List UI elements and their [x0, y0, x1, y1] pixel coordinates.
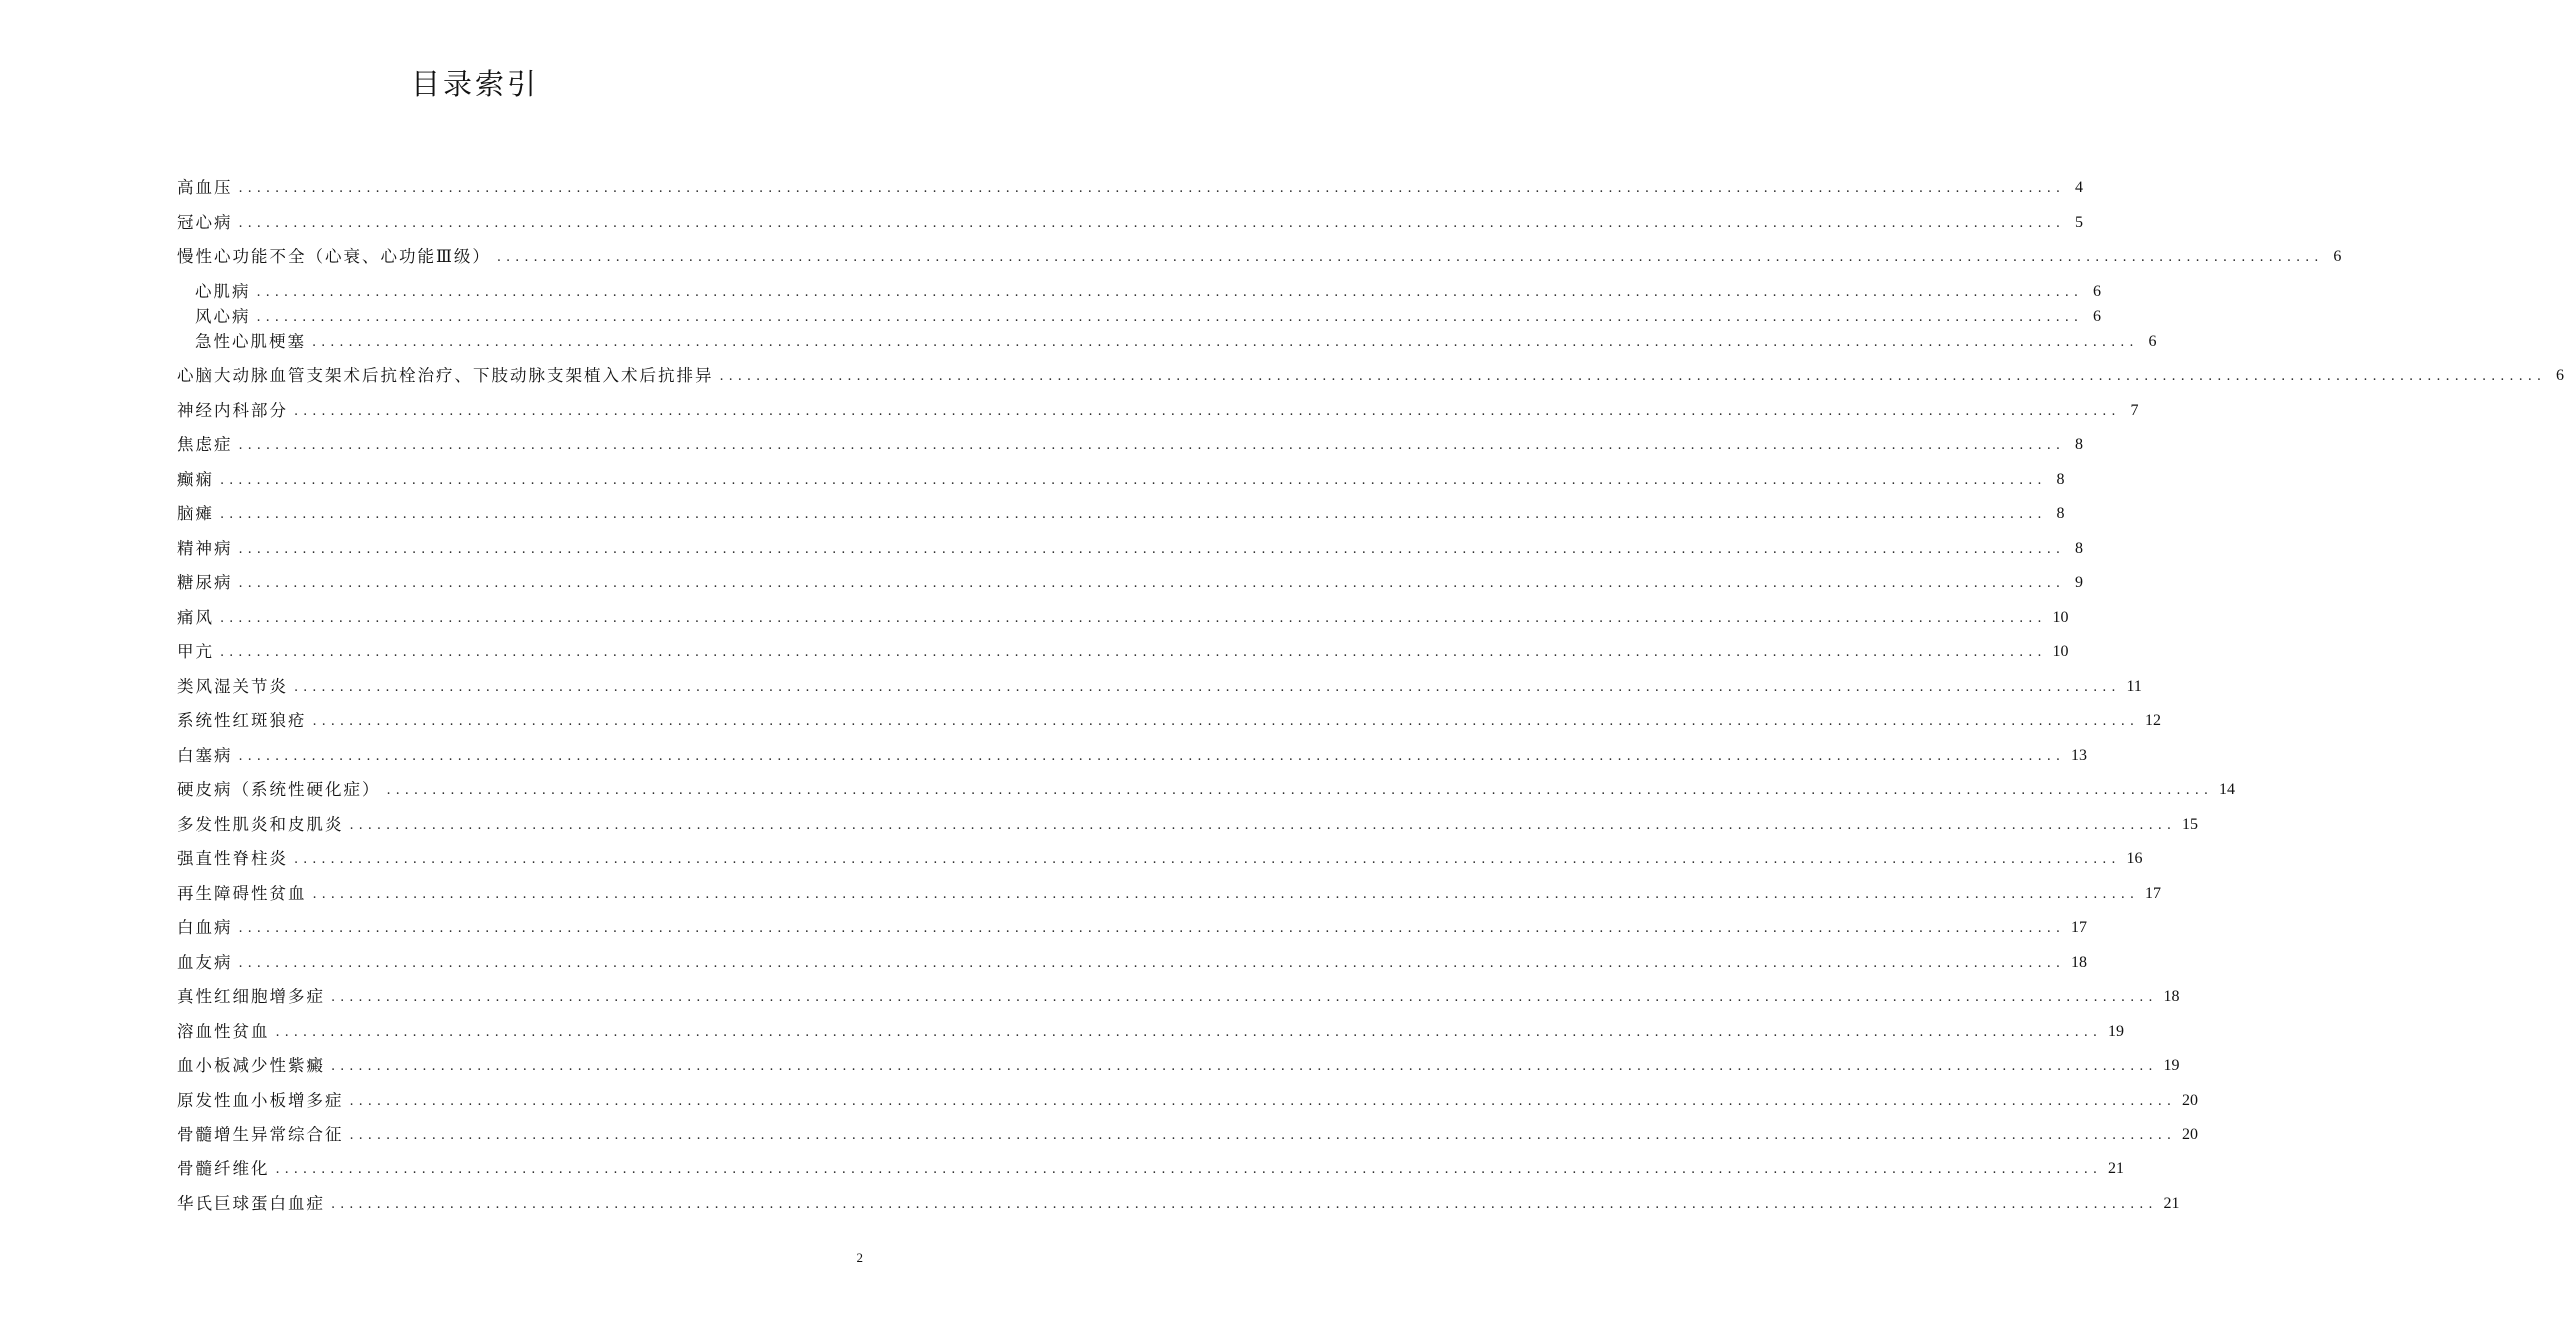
dot-leader: ........................................................................................................................................................................................................ [238, 576, 2065, 591]
dot-leader: ........................................................................................................................................................................................................ [496, 250, 2324, 265]
toc-entry[interactable] [177, 537, 2083, 561]
toc-entry-page: 11 [2126, 678, 2142, 695]
dot-leader: ........................................................................................................................................................................................................ [256, 285, 2083, 300]
toc-entry[interactable] [177, 1192, 2180, 1216]
dot-leader: ........................................................................................................................................................................................................ [220, 473, 2047, 488]
toc-entry[interactable] [177, 211, 2083, 235]
toc-entry-label: 心脑大动脉血管支架术后抗栓治疗、下肢动脉支架植入术后抗排异 [177, 366, 714, 385]
toc-entry-label: 血小板减少性紫癜 [177, 1056, 325, 1075]
toc-entry[interactable] [177, 813, 2198, 837]
toc-entry-page: 6 [2092, 283, 2101, 300]
toc-entry-page: 18 [2070, 954, 2087, 971]
dot-leader: ........................................................................................................................................................................................................ [719, 369, 2546, 384]
toc-entry-page: 6 [2555, 367, 2564, 384]
dot-leader: ........................................................................................................................................................................................................ [256, 310, 2083, 325]
toc-subentry[interactable] [195, 280, 2101, 304]
toc-entry[interactable] [177, 778, 2235, 802]
toc-entry-label: 类风湿关节炎 [177, 677, 288, 696]
dot-leader: ........................................................................................................................................................................................................ [238, 542, 2065, 557]
dot-leader: ........................................................................................................................................................................................................ [294, 852, 2121, 867]
dot-leader: ........................................................................................................................................................................................................ [331, 1059, 2158, 1074]
dot-leader: ........................................................................................................................................................................................................ [312, 887, 2139, 902]
table-of-contents [177, 0, 2564, 1300]
toc-entry[interactable] [177, 1157, 2124, 1181]
toc-entry[interactable] [177, 245, 2342, 269]
toc-entry-page: 17 [2144, 885, 2161, 902]
toc-entry-page: 20 [2181, 1126, 2198, 1143]
toc-entry-label: 硬皮病（系统性硬化症） [177, 780, 381, 799]
toc-entry[interactable] [177, 606, 2069, 630]
toc-entry-label: 多发性肌炎和皮肌炎 [177, 815, 344, 834]
dot-leader: ........................................................................................................................................................................................................ [386, 783, 2213, 798]
toc-entry-label: 华氏巨球蛋白血症 [177, 1194, 325, 1213]
toc-entry-label: 真性红细胞增多症 [177, 987, 325, 1006]
toc-entry[interactable] [177, 1123, 2198, 1147]
toc-entry-label: 骨髓纤维化 [177, 1159, 270, 1178]
dot-leader: ........................................................................................................................................................................................................ [349, 1094, 2176, 1109]
toc-entry[interactable] [177, 951, 2087, 975]
dot-leader: ........................................................................................................................................................................................................ [238, 181, 2065, 196]
dot-leader: ........................................................................................................................................................................................................ [220, 507, 2047, 522]
toc-entry-page: 9 [2074, 574, 2083, 591]
toc-entry-label: 强直性脊柱炎 [177, 849, 288, 868]
toc-entry-label: 慢性心功能不全（心衰、心功能Ⅲ级） [177, 247, 491, 266]
toc-entry[interactable] [177, 399, 2139, 423]
toc-entry-label: 急性心肌梗塞 [195, 332, 306, 351]
dot-leader: ........................................................................................................................................................................................................ [331, 1197, 2158, 1212]
toc-entry-page: 19 [2107, 1023, 2124, 1040]
toc-entry[interactable] [177, 640, 2069, 664]
toc-entry-label: 系统性红斑狼疮 [177, 711, 307, 730]
toc-entry[interactable] [177, 882, 2161, 906]
dot-leader: ........................................................................................................................................................................................................ [275, 1162, 2102, 1177]
toc-entry[interactable] [177, 502, 2065, 526]
toc-entry-page: 21 [2107, 1160, 2124, 1177]
toc-entry-page: 4 [2074, 179, 2083, 196]
toc-entry[interactable] [177, 571, 2083, 595]
toc-entry-label: 高血压 [177, 178, 233, 197]
toc-entry-label: 焦虑症 [177, 435, 233, 454]
toc-entry-page: 17 [2070, 919, 2087, 936]
toc-entry[interactable] [177, 1054, 2180, 1078]
toc-entry-label: 再生障碍性贫血 [177, 884, 307, 903]
dot-leader: ........................................................................................................................................................................................................ [331, 990, 2158, 1005]
toc-entry-page: 14 [2218, 781, 2235, 798]
page-number: 2 [856, 1250, 863, 1265]
toc-entry-label: 白血病 [177, 918, 233, 937]
toc-subentry[interactable] [195, 305, 2101, 329]
document-title: 目录索引 [410, 67, 539, 101]
toc-entry[interactable] [177, 675, 2142, 699]
toc-entry-page: 18 [2163, 988, 2180, 1005]
dot-leader: ........................................................................................................................................................................................................ [238, 956, 2065, 971]
toc-entry-page: 7 [2130, 402, 2139, 419]
dot-leader: ........................................................................................................................................................................................................ [294, 680, 2121, 695]
dot-leader: ........................................................................................................................................................................................................ [238, 438, 2065, 453]
dot-leader: ........................................................................................................................................................................................................ [312, 335, 2139, 350]
toc-entry-page: 10 [2052, 643, 2069, 660]
toc-entry-label: 癫痫 [177, 470, 214, 489]
toc-entry-page: 8 [2074, 540, 2083, 557]
dot-leader: ........................................................................................................................................................................................................ [312, 714, 2139, 729]
toc-entry-label: 原发性血小板增多症 [177, 1091, 344, 1110]
toc-entry-label: 冠心病 [177, 213, 233, 232]
toc-entry[interactable] [177, 709, 2161, 733]
toc-entry[interactable] [177, 847, 2143, 871]
toc-entry-page: 20 [2181, 1092, 2198, 1109]
toc-entry-label: 脑瘫 [177, 504, 214, 523]
toc-entry[interactable] [177, 744, 2087, 768]
toc-entry-label: 血友病 [177, 953, 233, 972]
toc-entry[interactable] [177, 1020, 2124, 1044]
dot-leader: ........................................................................................................................................................................................................ [220, 611, 2047, 626]
dot-leader: ........................................................................................................................................................................................................ [238, 921, 2065, 936]
dot-leader: ........................................................................................................................................................................................................ [349, 1128, 2176, 1143]
toc-entry-label: 痛风 [177, 608, 214, 627]
toc-entry-label: 精神病 [177, 539, 233, 558]
toc-entry-page: 8 [2056, 471, 2065, 488]
toc-entry-page: 5 [2074, 214, 2083, 231]
dot-leader: ........................................................................................................................................................................................................ [275, 1025, 2102, 1040]
toc-entry-page: 6 [2148, 333, 2157, 350]
dot-leader: ........................................................................................................................................................................................................ [220, 645, 2047, 660]
toc-entry[interactable] [177, 916, 2087, 940]
toc-entry[interactable] [177, 364, 2564, 388]
dot-leader: ........................................................................................................................................................................................................ [238, 749, 2065, 764]
toc-entry-page: 6 [2333, 248, 2342, 265]
toc-entry-page: 15 [2181, 816, 2198, 833]
dot-leader: ........................................................................................................................................................................................................ [349, 818, 2176, 833]
toc-entry-page: 16 [2126, 850, 2143, 867]
toc-entry-page: 6 [2092, 308, 2101, 325]
toc-entry[interactable] [177, 985, 2180, 1009]
toc-entry-page: 10 [2052, 609, 2069, 626]
toc-entry-label: 甲亢 [177, 642, 214, 661]
toc-subentry[interactable] [195, 330, 2157, 354]
toc-entry[interactable] [177, 176, 2083, 200]
toc-entry-label: 骨髓增生异常综合征 [177, 1125, 344, 1144]
toc-entry-page: 19 [2163, 1057, 2180, 1074]
toc-entry[interactable] [177, 433, 2083, 457]
toc-entry[interactable] [177, 468, 2065, 492]
toc-entry-page: 13 [2070, 747, 2087, 764]
toc-entry[interactable] [177, 1089, 2198, 1113]
toc-entry-page: 8 [2056, 505, 2065, 522]
toc-entry-label: 糖尿病 [177, 573, 233, 592]
dot-leader: ........................................................................................................................................................................................................ [238, 216, 2065, 231]
toc-entry-label: 风心病 [195, 307, 251, 326]
toc-entry-page: 21 [2163, 1195, 2180, 1212]
toc-entry-page: 8 [2074, 436, 2083, 453]
toc-entry-label: 神经内科部分 [177, 401, 288, 420]
toc-entry-page: 12 [2144, 712, 2161, 729]
dot-leader: ........................................................................................................................................................................................................ [294, 404, 2121, 419]
toc-entry-label: 心肌病 [195, 282, 251, 301]
toc-entry-label: 溶血性贫血 [177, 1022, 270, 1041]
toc-entry-label: 白塞病 [177, 746, 233, 765]
